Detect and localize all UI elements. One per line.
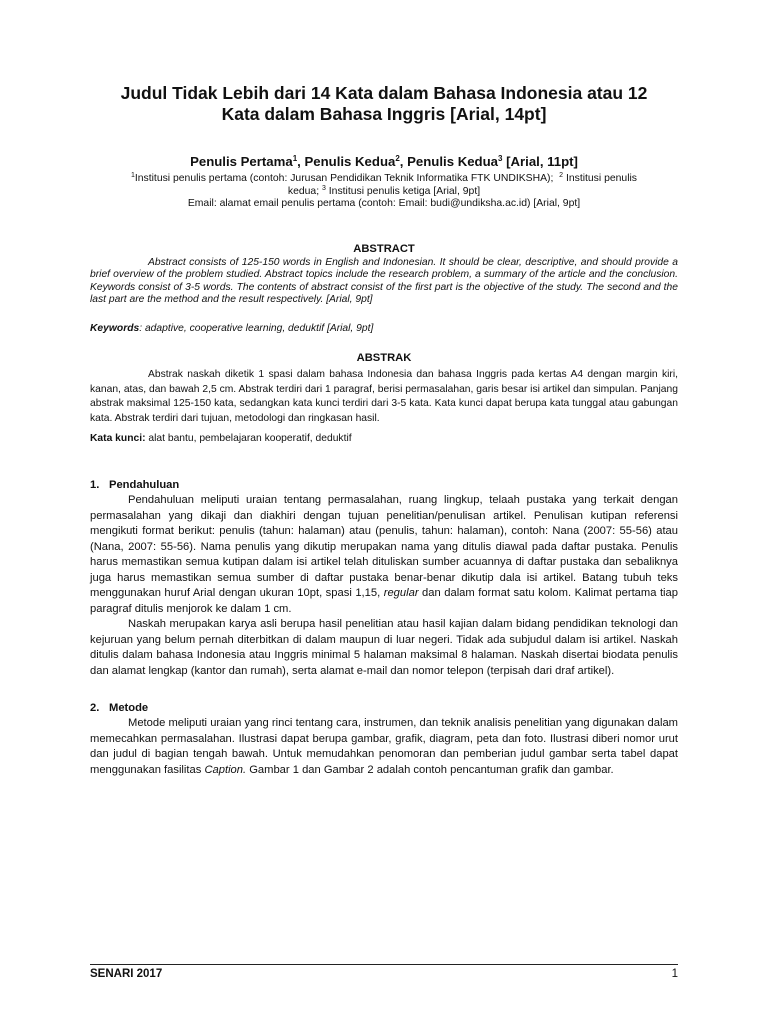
footer-page-number: 1 (671, 968, 678, 980)
abstract-body: Abstract consists of 125-150 words in English and Indonesian. It should be clear, descriptive, and should provide a brief overview of the problem studied. Abstract topics include the research problem, a summary of the article and the conclusion. Keywords consist of 3-5 words. The contents of abstract consist of the first part is the objective of the study. The second and the last part are the method and the result respectively. [Arial, 9pt] (90, 257, 678, 305)
kata-kunci-line (90, 433, 678, 444)
footer-rule (90, 964, 678, 965)
author-list (90, 153, 678, 171)
section-1-title: Pendahuluan (109, 479, 180, 491)
kata-kunci-label: Kata kunci: (90, 433, 146, 444)
keywords-line (90, 323, 678, 334)
section-2-p1-text-b: Gambar 1 dan Gambar 2 adalah contoh pencantuman grafik dan gambar. (246, 763, 614, 776)
section-2-heading (90, 700, 678, 716)
paper-page (90, 0, 678, 1024)
section-2-p1-text-a: Metode meliputi uraian yang rinci tentang cara, instrumen, dan teknik analisis penelitian yang digunakan dalam memecahkan permasalahan. Ilustrasi dapat berupa gambar, grafik, diagram, peta dan foto. Ilustrasi diberi nomor urut dan judul di bagian tengah bawah. Untuk memudahkan penomoran dan pemberian judul gambar serta tabel dapat menggunakan fasilitas (90, 717, 678, 776)
section-2-paragraph-1 (90, 716, 678, 778)
author-sep-2: , (399, 154, 408, 169)
section-1-paragraph-1 (90, 493, 678, 617)
section-1-paragraph-2: Naskah merupakan karya asli berupa hasil penelitian atau hasil kajian dalam bidang pendidikan teknologi dan kejuruan yang belum pernah diterbitkan di dalam maupun di luar negeri. Tidak ada subjudul dalam isi artikel. Naskah ditulis dalam bahasa Indonesia atau Inggris minimal 5 halaman maksimal 8 halaman. Naskah disertai biodata penulis dan alamat lengkap (kantor dan rumah), serta alamat e-mail dan nomor telepon (terpisah dari draf artikel). (90, 618, 678, 678)
abstract-heading: ABSTRACT (353, 243, 415, 255)
author-3-sup: 3 (498, 154, 503, 163)
section-1-heading (90, 477, 678, 493)
section-pendahuluan (90, 477, 678, 680)
keywords-label: Keywords (90, 323, 140, 334)
kata-kunci-text: alat bantu, pembelajaran kooperatif, deduktif (145, 433, 352, 444)
author-1-name: Penulis Pertama (190, 154, 293, 169)
section-2-number: 2. (90, 702, 100, 714)
section-1-p1-text-b: dan dalam format satu kolom. Kalimat pertama tiap paragraf ditulis menjorok ke dalam 1 cm. (90, 587, 678, 615)
affiliation-line-1 (90, 173, 678, 186)
affiliation-text-3: kedua; (287, 185, 320, 197)
title-line-1: Judul Tidak Lebih dari 14 Kata dalam Bahasa Indonesia atau 12 (120, 83, 648, 103)
section-1-p1-text-a: Pendahuluan meliputi uraian tentang permasalahan, ruang lingkup, telaah pustaka yang terkait dengan permasalahan yang dikaji dan diakhiri dengan tujuan penelitian/penulisan artikel. Penulisan kutipan referensi mengikuti format berikut: penulis (tahun: halaman) atau (penulis, tahun: halaman), contoh: Nana (2007: 55-56) atau (Nana, 2007: 55-56). Nama penulis yang dikutip merupakan nama yang ditulis diawal pada daftar pustaka. Penulis harus memastikan semua kutipan dalam isi artikel telah dituliskan sumber acuannya di daftar pustaka dan sebaliknya juga harus memastikan semua sumber di daftar pustaka benar-benar dikutip dala isi artikel. Batang tubuh teks menggunakan huruf Arial dengan ukuran 10pt, spasi 1,15, (90, 494, 678, 600)
author-1-sup: 1 (292, 154, 298, 163)
abstrak-heading: ABSTRAK (356, 352, 412, 364)
affiliation-sup-1: 1 (130, 172, 135, 179)
abstrak-body: Abstrak naskah diketik 1 spasi dalam bahasa Indonesia dan bahasa Inggris pada kertas A4 dengan margin kiri, kanan, atas, dan bawah 2,5 cm. Abstrak terdiri dari 1 paragraf, berisi permasalahan, garis besar isi artikel dan simpulan. Panjang abstrak maksimal 125-150 kata, sedangkan kata kunci terdiri dari 3-5 kata. Kata kunci dapat berupa kata tunggal atau gabungan kata. Abstrak terdiri dari tujuan, metodologi dan ringkasan hasil. (90, 369, 678, 424)
author-2-name: Penulis Kedua (304, 154, 396, 169)
affiliation-line-2 (90, 186, 678, 199)
paper-title (90, 83, 678, 125)
author-font-note: [Arial, 11pt] (502, 154, 578, 169)
section-1-p1-italic: regular (383, 587, 419, 600)
author-2-sup: 2 (395, 154, 400, 163)
section-metode (90, 700, 678, 778)
footer-journal: SENARI 2017 (90, 968, 163, 980)
author-3-name: Penulis Kedua (407, 154, 498, 169)
affiliation-email: Email: alamat email penulis pertama (contoh: Email: budi@undiksha.ac.id) [Arial, 9pt] (187, 198, 581, 210)
section-2-title: Metode (109, 702, 149, 714)
affiliation-sup-3: 3 (321, 184, 326, 192)
title-line-2: Kata dalam Bahasa Inggris [Arial, 14pt] (221, 104, 547, 124)
affiliation-sup-2: 2 (559, 172, 564, 179)
section-1-number: 1. (90, 479, 100, 491)
section-2-p1-italic: Caption. (204, 763, 247, 776)
affiliation-text-4: Institusi penulis ketiga [Arial, 9pt] (325, 185, 481, 197)
affiliation-text-2: Institusi penulis (563, 173, 638, 184)
author-sep-1: , (297, 154, 305, 169)
affiliation-text-1: Institusi penulis pertama (contoh: Jurusan Pendidikan Teknik Informatika FTK UNDIKSHA); (134, 173, 554, 184)
affiliation-block (90, 173, 678, 211)
keywords-text: : adaptive, cooperative learning, deduktif [Arial, 9pt] (139, 323, 374, 334)
